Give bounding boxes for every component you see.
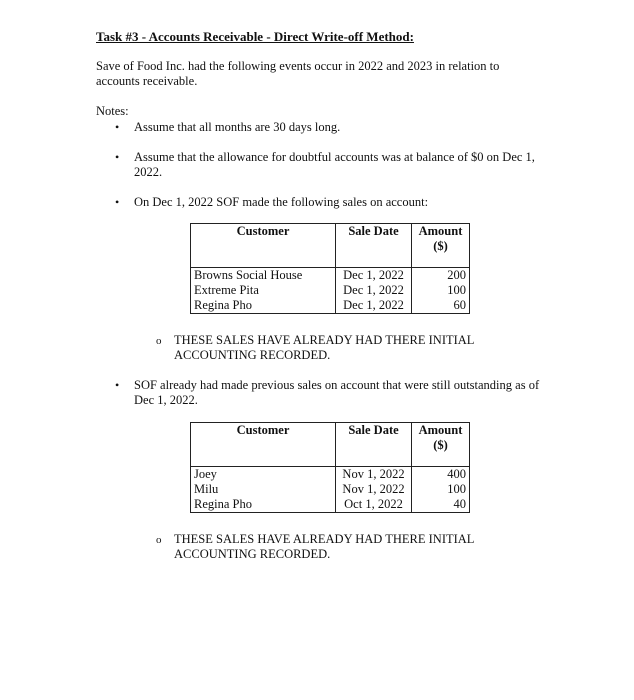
circle-bullet-icon: o [156, 335, 162, 347]
bullet-2-line-2: 2022. [134, 165, 163, 179]
notes-label: Notes: [96, 104, 129, 118]
amount-cell: 200 [412, 268, 470, 284]
circle-bullet-icon: o [156, 534, 162, 546]
date-cell: Oct 1, 2022 [336, 497, 412, 513]
bullet-icon: • [115, 150, 120, 164]
bullet-2-text [134, 150, 535, 180]
customer-cell: Milu [191, 482, 336, 497]
sub-note-2-line-2: ACCOUNTING RECORDED. [174, 547, 331, 561]
customer-cell: Browns Social House [191, 268, 336, 284]
date-cell: Dec 1, 2022 [336, 268, 412, 284]
bullet-icon: • [115, 378, 120, 392]
customer-cell: Joey [191, 467, 336, 483]
customer-cell: Regina Pho [191, 298, 336, 314]
bullet-icon: • [115, 195, 120, 209]
table-row [191, 497, 470, 513]
customer-cell: Regina Pho [191, 497, 336, 513]
intro-paragraph [96, 59, 499, 89]
amount-cell: 100 [412, 283, 470, 298]
date-cell: Dec 1, 2022 [336, 298, 412, 314]
date-cell: Nov 1, 2022 [336, 467, 412, 483]
bullet-3-text: On Dec 1, 2022 SOF made the following sales on account: [134, 195, 429, 209]
sub-note-2 [174, 532, 474, 562]
date-cell: Nov 1, 2022 [336, 482, 412, 497]
customer-header: Customer [191, 224, 336, 268]
table-header-row [191, 224, 470, 268]
amount-header-unit: ($) [433, 239, 448, 253]
amount-cell: 60 [412, 298, 470, 314]
sale-date-header: Sale Date [336, 224, 412, 268]
amount-header-label: Amount [418, 423, 463, 437]
intro-line-2: accounts receivable. [96, 74, 198, 88]
sub-note-1-line-1: THESE SALES HAVE ALREADY HAD THERE INITIAL [174, 333, 475, 347]
amount-cell: 40 [412, 497, 470, 513]
sub-note-2-line-1: THESE SALES HAVE ALREADY HAD THERE INITIAL [174, 532, 475, 546]
sub-note-1-line-2: ACCOUNTING RECORDED. [174, 348, 331, 362]
bullet-4-line-1: SOF already had made previous sales on account that were still outstanding as of [134, 378, 540, 392]
intro-line-1: Save of Food Inc. had the following events occur in 2022 and 2023 in relation to [96, 59, 500, 73]
bullet-icon: • [115, 120, 120, 134]
bullet-4-line-2: Dec 1, 2022. [134, 393, 198, 407]
sale-date-header: Sale Date [336, 423, 412, 467]
sub-note-1 [174, 333, 474, 363]
amount-cell: 100 [412, 482, 470, 497]
customer-header: Customer [191, 423, 336, 467]
dec-sales-table [190, 223, 470, 314]
task-title: Task #3 - Accounts Receivable - Direct Write-off Method: [96, 29, 414, 44]
bullet-4-text [134, 378, 539, 408]
amount-header-unit: ($) [433, 438, 448, 452]
bullet-2-line-1: Assume that the allowance for doubtful accounts was at balance of $0 on Dec 1, [134, 150, 535, 164]
amount-header [412, 423, 470, 467]
table-row [191, 298, 470, 314]
table-row [191, 467, 470, 483]
table-row [191, 268, 470, 284]
bullet-1-text: Assume that all months are 30 days long. [134, 120, 341, 134]
customer-cell: Extreme Pita [191, 283, 336, 298]
amount-header [412, 224, 470, 268]
amount-cell: 400 [412, 467, 470, 483]
table-row [191, 482, 470, 497]
outstanding-sales-table [190, 422, 470, 513]
amount-header-label: Amount [418, 224, 463, 238]
table-header-row [191, 423, 470, 467]
date-cell: Dec 1, 2022 [336, 283, 412, 298]
table-row [191, 283, 470, 298]
